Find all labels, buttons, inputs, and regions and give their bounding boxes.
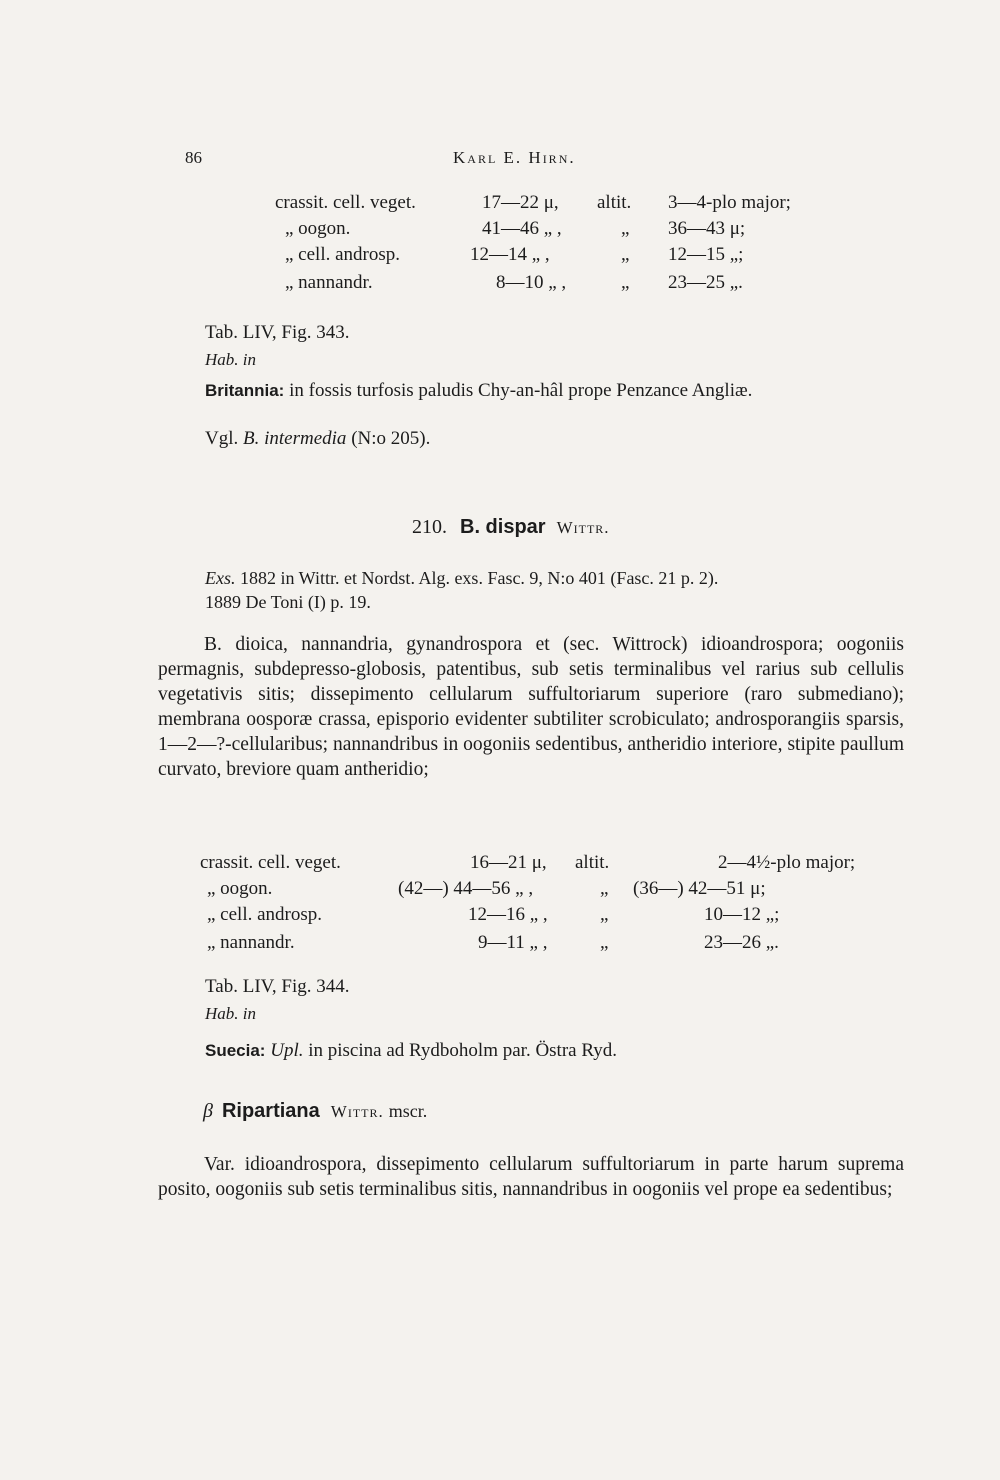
table-row bbox=[0, 192, 1000, 218]
vgl-suffix: (N:o 205). bbox=[351, 428, 431, 449]
row-value-2: (36—) 42—51 μ; bbox=[633, 878, 766, 899]
row-label: „ oogon. bbox=[207, 878, 273, 899]
table-row bbox=[0, 904, 1000, 930]
row-value-2: 2—4½-plo major; bbox=[718, 852, 856, 873]
row-label: „ oogon. bbox=[285, 218, 351, 239]
row-value-1: 41—46 „ , bbox=[482, 218, 562, 239]
variety-note: mscr. bbox=[388, 1101, 428, 1121]
variety-heading bbox=[203, 1100, 427, 1123]
row-value-1: 12—16 „ , bbox=[468, 904, 548, 925]
variety-description: Var. idioandrospora, dissepimento cellularum suffultoriarum in parte harum suprema posito, oogoniis sub setis terminalibus sitis, nannandribus in oogoniis vel prope ea sedentibus; bbox=[158, 1154, 904, 1200]
table-row bbox=[0, 852, 1000, 878]
row-alt: „ bbox=[600, 878, 609, 899]
region-name: Suecia: bbox=[205, 1041, 266, 1060]
vgl-prefix: Vgl. bbox=[205, 428, 239, 449]
row-label: crassit. cell. veget. bbox=[200, 852, 341, 873]
species-heading bbox=[412, 516, 610, 539]
exs-text: 1882 in Wittr. et Nordst. Alg. exs. Fasc. 9, N:o 401 (Fasc. 21 p. 2). bbox=[240, 568, 719, 588]
exs-label: Exs. bbox=[205, 568, 236, 588]
row-label: crassit. cell. veget. bbox=[275, 192, 416, 213]
species-description: B. dioica, nannandria, gynandrospora et (sec. Wittrock) idioandrospora; oogoniis permagnis, subdepresso-globosis, patentibus, sub setis terminalibus vel rarius sub cellulis vegetativis sitis; dissepimento cellularum suffultoriarum superiore (raro submediano); membrana oosporæ crassa, episporio evidenter subtiliter scrobiculato; androsporangiis sparsis, 1—2—?-cellularibus; nannandribus in oogoniis sedentibus, antheridio interiore, stipite paullum curvato, breviore quam antheridio; bbox=[158, 634, 904, 780]
row-alt: „ bbox=[621, 244, 630, 265]
table-reference: Tab. LIV, Fig. 344. bbox=[205, 976, 350, 997]
table-row bbox=[0, 218, 1000, 244]
exsiccata-line-2: 1889 De Toni (I) p. 19. bbox=[205, 592, 371, 612]
row-value-1: 9—11 „ , bbox=[478, 932, 548, 953]
row-value-1: 16—21 μ, bbox=[470, 852, 547, 873]
vgl-species: B. intermedia bbox=[243, 428, 347, 449]
comparison-note bbox=[205, 428, 430, 450]
habitat-line bbox=[205, 380, 752, 402]
row-value-1: 17—22 μ, bbox=[482, 192, 559, 213]
region-name: Britannia: bbox=[205, 381, 285, 400]
row-value-1: (42—) 44—56 „ , bbox=[398, 878, 534, 899]
running-title: Karl E. Hirn. bbox=[453, 148, 576, 167]
variety-author: Wittr. bbox=[330, 1102, 384, 1121]
row-label: „ nannandr. bbox=[207, 932, 295, 953]
row-label: „ nannandr. bbox=[285, 272, 373, 293]
row-alt: „ bbox=[621, 218, 630, 239]
row-alt: „ bbox=[600, 904, 609, 925]
table-row bbox=[0, 932, 1000, 958]
row-label: „ cell. androsp. bbox=[207, 904, 323, 925]
species-author: Wittr. bbox=[556, 518, 610, 537]
locality-abbrev: Upl. bbox=[270, 1040, 304, 1061]
row-value-2: 23—26 „. bbox=[704, 932, 779, 953]
variety-marker: β bbox=[203, 1100, 213, 1122]
row-value-2: 10—12 „; bbox=[704, 904, 780, 925]
row-alt: „ bbox=[621, 272, 630, 293]
row-value-1: 8—10 „ , bbox=[496, 272, 567, 293]
locality-text: in piscina ad Rydboholm par. Östra Ryd. bbox=[308, 1040, 618, 1061]
exsiccata-line bbox=[205, 568, 718, 589]
row-value-2: 3—4-plo major; bbox=[668, 192, 791, 213]
locality-text: in fossis turfosis paludis Chy-an-hâl prope Penzance Angliæ. bbox=[289, 380, 753, 401]
table-row bbox=[0, 878, 1000, 904]
row-value-2: 23—25 „. bbox=[668, 272, 743, 293]
row-alt: altit. bbox=[597, 192, 632, 213]
table-reference: Tab. LIV, Fig. 343. bbox=[205, 322, 350, 343]
habitat-label: Hab. in bbox=[205, 1004, 256, 1023]
variety-name: Ripartiana bbox=[221, 1100, 320, 1122]
species-number: 210. bbox=[412, 516, 447, 538]
row-alt: altit. bbox=[575, 852, 610, 873]
species-name: B. dispar bbox=[460, 516, 546, 538]
row-value-2: 36—43 μ; bbox=[668, 218, 746, 239]
habitat-line bbox=[205, 1040, 617, 1062]
row-alt: „ bbox=[600, 932, 609, 953]
row-value-1: 12—14 „ , bbox=[470, 244, 550, 265]
page-number: 86 bbox=[185, 148, 202, 167]
row-label: „ cell. androsp. bbox=[285, 244, 401, 265]
row-value-2: 12—15 „; bbox=[668, 244, 744, 265]
table-row bbox=[0, 272, 1000, 298]
habitat-label: Hab. in bbox=[205, 350, 256, 369]
table-row bbox=[0, 244, 1000, 270]
